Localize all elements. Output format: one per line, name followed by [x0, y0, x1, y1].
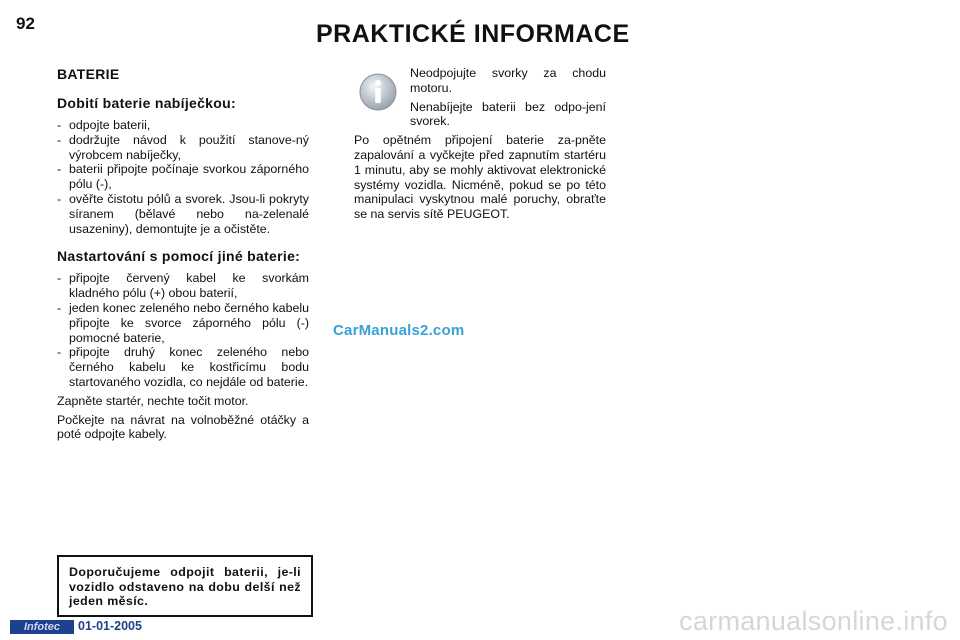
left-column [57, 66, 309, 446]
list-item: - dodržujte návod k použití stanove-ný výrobcem nabíječky, [57, 133, 309, 163]
list-item: - připojte červený kabel ke svorkám kladného pólu (+) obou baterií, [57, 271, 309, 301]
list-item: - odpojte baterii, [57, 118, 309, 133]
list-item: - ověřte čistotu pólů a svorek. Jsou-li pokryty síranem (bělavé nebo na-zelenalé usazeniny), demontujte je a očistěte. [57, 192, 309, 236]
jump-start-paragraph: Zapněte startér, nechte točit motor. [57, 393, 249, 408]
list-item: - jeden konec zeleného nebo černého kabelu připojte ke svorce záporného pólu (-) pomocné baterie, [57, 301, 309, 345]
info-icon [358, 72, 398, 112]
charging-steps [57, 118, 309, 236]
reconnect-paragraph: Po opětném připojení baterie za-pněte zapalování a vyčkejte před zapnutím startéru 1 minutu, aby se mohly aktivovat elektronické systémy vozidla. Nicméně, pokud se po této manipulaci vyskytnou malé poruchy, obraťte se na servis sítě PEUGEOT. [354, 133, 606, 222]
list-item: - připojte druhý konec zeleného nebo černého kabelu ke kostřicímu bodu startovaného vozidla, co nejdále od baterie. [57, 345, 309, 389]
page-number: 92 [16, 14, 35, 33]
page-title: PRAKTICKÉ INFORMACE [316, 20, 630, 48]
watermark-link[interactable]: CarManuals2.com [333, 322, 465, 339]
info-note [354, 66, 606, 129]
info-paragraph: Nenabíjejte baterii bez odpo-jení svorek. [410, 99, 606, 129]
jump-start-steps [57, 271, 309, 389]
tip-box: Doporučujeme odpojit baterii, je-li vozidlo odstaveno na dobu delší než jeden měsíc. [57, 555, 313, 617]
info-paragraph: Neodpojujte svorky za chodu motoru. [410, 66, 606, 95]
footer-date: 01-01-2005 [78, 619, 142, 633]
site-watermark: carmanualsonline.info [679, 606, 948, 636]
jump-start-paragraph: Počkejte na návrat na volnoběžné otáčky a poté odpojte kabely. [57, 412, 309, 442]
jump-start-heading: Nastartování s pomocí jiné baterie: [57, 248, 301, 265]
right-column [354, 66, 606, 226]
section-title: BATERIE [57, 66, 120, 82]
list-item: - baterii připojte počínaje svorkou záporného pólu (-), [57, 162, 309, 192]
charging-heading: Dobití baterie nabíječkou: [57, 95, 236, 111]
footer-badge: Infotec [10, 620, 74, 634]
